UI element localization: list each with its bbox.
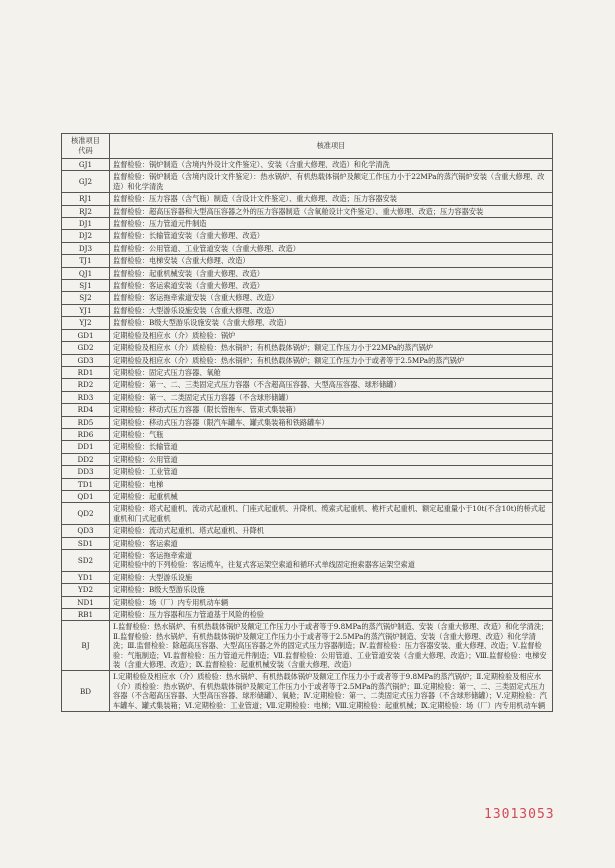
row-item: 定期检验：客运拖牵索道 定期检验中的下列检验：客运缆车，往复式客运架空索道和循环式单线固定抱索器客运架空索道 — [110, 550, 553, 572]
row-code: QD1 — [62, 490, 110, 502]
row-item: 定期检验：第一、二类固定式压力容器（不含球形储罐） — [110, 391, 553, 403]
row-code: QD3 — [62, 525, 110, 537]
row-item: 监督检验：公用管道、工业管道安装（含重大修理、改造） — [110, 242, 553, 254]
table-row — [62, 304, 553, 316]
row-code: GD3 — [62, 354, 110, 366]
row-code: ND1 — [62, 596, 110, 608]
row-item: 定期检验：气瓶 — [110, 428, 553, 440]
table-row — [62, 242, 553, 254]
table-body — [62, 159, 553, 712]
table-row — [62, 466, 553, 478]
table-row — [62, 503, 553, 525]
table-row — [62, 329, 553, 341]
row-item: 定期检验：流动式起重机、塔式起重机、升降机 — [110, 525, 553, 537]
row-code: GJ2 — [62, 171, 110, 193]
table-row — [62, 478, 553, 490]
row-code: RD6 — [62, 428, 110, 440]
row-code: RD3 — [62, 391, 110, 403]
row-item: 监督检验：压力管道元件制造 — [110, 218, 553, 230]
header-item: 核准项目 — [110, 134, 553, 159]
row-code: GJ1 — [62, 159, 110, 171]
table-row — [62, 205, 553, 217]
row-code: TJ1 — [62, 255, 110, 267]
row-item: 监督检验：压力容器（含气瓶）制造（含设计文件鉴定）、重大修理、改造；压力容器安装 — [110, 193, 553, 205]
header-code-line1: 核准项目 — [71, 136, 100, 145]
row-item: 定期检验：固定式压力容器、氧舱 — [110, 366, 553, 378]
row-code: SD2 — [62, 550, 110, 572]
row-code: QJ1 — [62, 267, 110, 279]
table-row — [62, 428, 553, 440]
table-row — [62, 416, 553, 428]
row-code: DD3 — [62, 466, 110, 478]
table-row — [62, 609, 553, 621]
row-item: 定期检验：客运索道 — [110, 537, 553, 549]
table-header-row — [62, 134, 553, 159]
table-row — [62, 453, 553, 465]
row-item: 定期检验：长输管道 — [110, 441, 553, 453]
row-item: 定期检验：第一、二、三类固定式压力容器（不含超高压容器、大型高压容器、球形储罐） — [110, 379, 553, 391]
row-code: GD1 — [62, 329, 110, 341]
row-code: RB1 — [62, 609, 110, 621]
table-row — [62, 537, 553, 549]
table-row — [62, 171, 553, 193]
header-code — [62, 134, 110, 159]
table-row — [62, 218, 553, 230]
row-code: SJ1 — [62, 280, 110, 292]
table-row — [62, 671, 553, 712]
row-code: YD2 — [62, 584, 110, 596]
table-row — [62, 404, 553, 416]
row-code: RJ2 — [62, 205, 110, 217]
row-code: DJ1 — [62, 218, 110, 230]
row-code: RD1 — [62, 366, 110, 378]
table-row — [62, 354, 553, 366]
row-item: 定期检验：公用管道 — [110, 453, 553, 465]
header-code-line2: 代码 — [78, 146, 93, 155]
row-code: TD1 — [62, 478, 110, 490]
table-row — [62, 267, 553, 279]
row-code: GD2 — [62, 342, 110, 354]
table-row — [62, 441, 553, 453]
table-row — [62, 525, 553, 537]
row-item: 定期检验：电梯 — [110, 478, 553, 490]
row-item: Ⅰ.监督检验：热水锅炉、有机热载体锅炉及额定工作压力小于或者等于9.8MPa的蒸汽锅炉制造、安装（含重大修理、改造）和化学清洗；Ⅱ.监督检验：热水锅炉、有机热载体锅炉及额定工作压力小于或者等于2.5MPa的蒸汽锅炉制造、安装（含重大修理、改造）和化学清洗；Ⅲ.监督检验：除超高压容器、大型高压容器之外的固定式压力容器制造；Ⅳ.监督检验：压力容器安装、重大修理、改造；Ⅴ.监督检验：气瓶制造；Ⅵ.监督检验：压力管道元件制造；Ⅶ.监督检验：公用管道、工业管道安装（含重大修理、改造）；Ⅷ.监督检验：电梯安装（含重大修理、改造）；Ⅸ.监督检验：起重机械安装（含重大修理、改造） — [110, 621, 553, 671]
row-code: RD5 — [62, 416, 110, 428]
table-row — [62, 596, 553, 608]
row-code: DJ3 — [62, 242, 110, 254]
row-item: 监督检验：长输管道安装（含重大修理、改造） — [110, 230, 553, 242]
table-row — [62, 280, 553, 292]
table-row — [62, 159, 553, 171]
table-row — [62, 317, 553, 329]
row-item: 定期检验：起重机械 — [110, 490, 553, 502]
row-code: RJ1 — [62, 193, 110, 205]
row-item: 定期检验：B级大型游乐设施 — [110, 584, 553, 596]
row-item: 定期检验：压力容器和压力管道基于风险的检验 — [110, 609, 553, 621]
table-row — [62, 550, 553, 572]
row-item: 定期检验：场（厂）内专用机动车辆 — [110, 596, 553, 608]
serial-number: 13013053 — [484, 807, 555, 822]
row-item: 监督检验：锅炉制造（含境内外设计文件鉴定）、安装（含重大修理、改造）和化学清洗 — [110, 159, 553, 171]
row-item: 定期检验：大型游乐设施 — [110, 571, 553, 583]
row-code: QD2 — [62, 503, 110, 525]
row-code: YJ2 — [62, 317, 110, 329]
row-item: 定期检验及相应水（介）质检验：热水锅炉；有机热载体锅炉；额定工作压力小于或者等于2.5MPa的蒸汽锅炉 — [110, 354, 553, 366]
row-item: 定期检验：工业管道 — [110, 466, 553, 478]
row-item: Ⅰ.定期检验及相应水（介）质检验：热水锅炉、有机热载体锅炉及额定工作压力小于或者等于9.8MPa的蒸汽锅炉；Ⅱ.定期检验及相应水（介）质检验：热水锅炉、有机热载体锅炉及额定工作压力小于或者等于2.5MPa的蒸汽锅炉；Ⅲ.定期检验：第一、二、三类固定式压力容器（不含超高压容器、大型高压容器、球形储罐）、氧舱；Ⅳ.定期检验：第一、二类固定式压力容器（不含球形储罐）；Ⅴ.定期检验：汽车罐车、罐式集装箱；Ⅵ.定期检验：工业管道；Ⅶ.定期检验：电梯；Ⅷ.定期检验：起重机械；Ⅸ.定期检验：场（厂）内专用机动车辆 — [110, 671, 553, 712]
row-item: 定期检验：塔式起重机、流动式起重机、门座式起重机、升降机、缆索式起重机、桅杆式起重机、额定起重量小于10t(不含10t)的桥式起重机和门式起重机 — [110, 503, 553, 525]
row-code: DD1 — [62, 441, 110, 453]
row-item: 监督检验：电梯安装（含重大修理、改造） — [110, 255, 553, 267]
row-item: 监督检验：大型游乐设施安装（含重大修理、改造） — [110, 304, 553, 316]
row-item: 监督检验：起重机械安装（含重大修理、改造） — [110, 267, 553, 279]
table-row — [62, 621, 553, 671]
row-code: DD2 — [62, 453, 110, 465]
row-code: BD — [62, 671, 110, 712]
row-code: RD4 — [62, 404, 110, 416]
table-row — [62, 571, 553, 583]
table-row — [62, 584, 553, 596]
row-item: 定期检验及相应水（介）质检验：锅炉 — [110, 329, 553, 341]
row-item: 定期检验及相应水（介）质检验：热水锅炉；有机热载体锅炉；额定工作压力小于22MPa的蒸汽锅炉 — [110, 342, 553, 354]
row-item: 监督检验：客运索道安装（含重大修理、改造） — [110, 280, 553, 292]
table-row — [62, 379, 553, 391]
table-row — [62, 292, 553, 304]
row-code: BJ — [62, 621, 110, 671]
row-item: 监督检验：锅炉制造（含境内设计文件鉴定）：热水锅炉、有机热载体锅炉及额定工作压力小于22MPa的蒸汽锅炉安装（含重大修理、改造）和化学清洗 — [110, 171, 553, 193]
table-row — [62, 490, 553, 502]
table-row — [62, 193, 553, 205]
table-row — [62, 255, 553, 267]
approval-items-table — [61, 133, 553, 712]
table-row — [62, 230, 553, 242]
row-code: SJ2 — [62, 292, 110, 304]
row-code: YJ1 — [62, 304, 110, 316]
row-code: DJ2 — [62, 230, 110, 242]
row-code: YD1 — [62, 571, 110, 583]
row-item: 定期检验：移动式压力容器（限长管拖车、管束式集装箱） — [110, 404, 553, 416]
row-item: 定期检验：移动式压力容器（限汽车罐车、罐式集装箱和铁路罐车） — [110, 416, 553, 428]
table-row — [62, 342, 553, 354]
row-item: 监督检验：超高压容器和大型高压容器之外的压力容器制造（含氧舱设计文件鉴定）、重大修理、改造；压力容器安装 — [110, 205, 553, 217]
table-row — [62, 391, 553, 403]
table-row — [62, 366, 553, 378]
row-item: 监督检验：客运拖牵索道安装（含重大修理、改造） — [110, 292, 553, 304]
row-item: 监督检验：B级大型游乐设施安装（含重大修理、改造） — [110, 317, 553, 329]
row-code: SD1 — [62, 537, 110, 549]
row-code: RD2 — [62, 379, 110, 391]
